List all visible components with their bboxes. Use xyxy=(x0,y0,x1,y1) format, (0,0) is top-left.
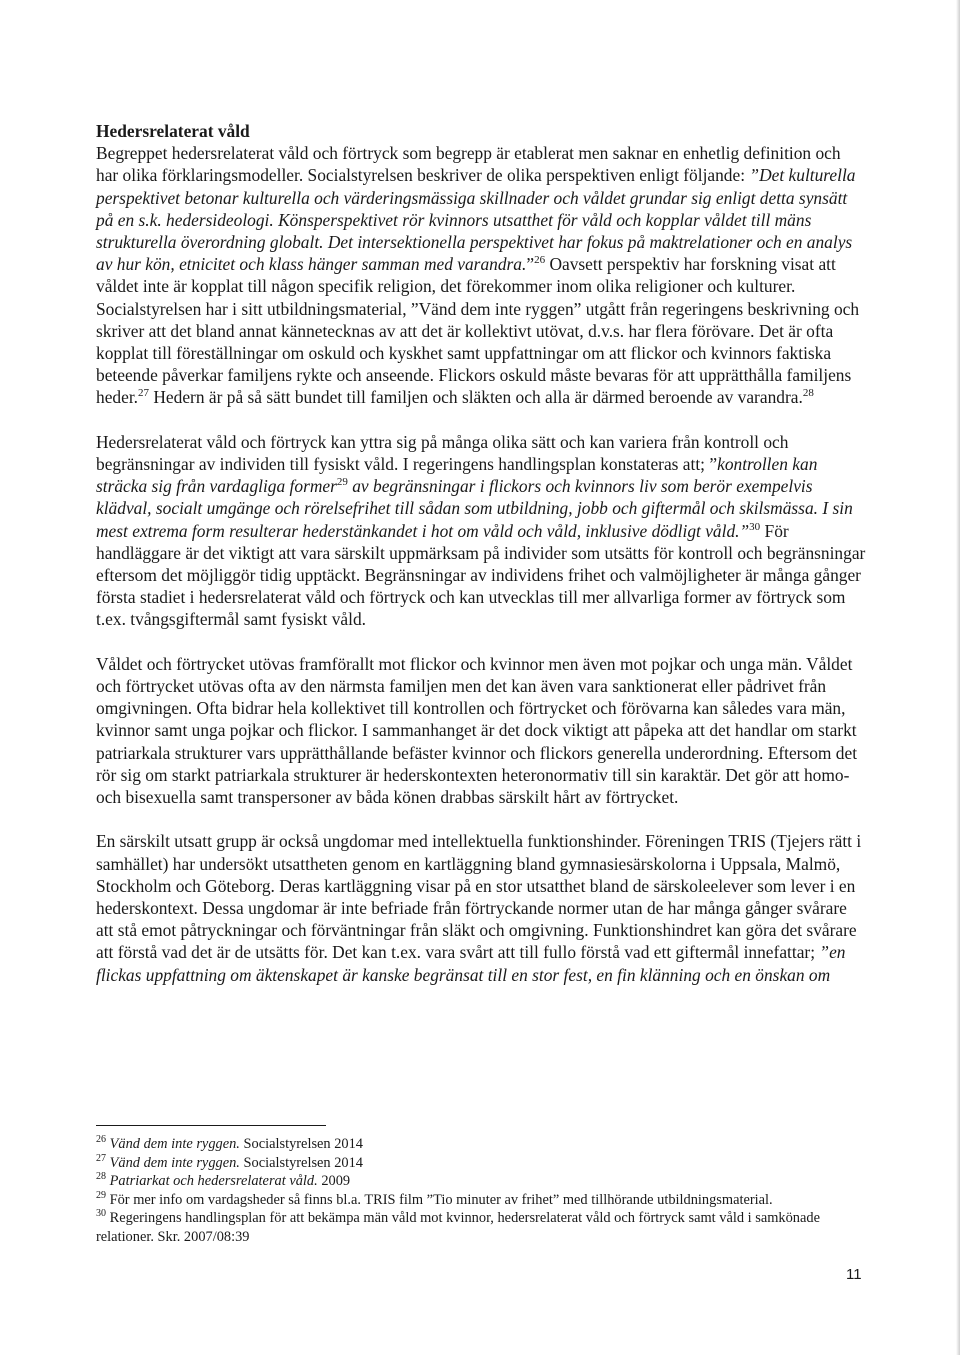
paragraph-4 xyxy=(96,830,866,985)
footnote-30 xyxy=(96,1209,866,1246)
footnote-number: 30 xyxy=(96,1208,106,1220)
footnote-26 xyxy=(96,1135,866,1154)
footnote-divider xyxy=(96,1125,326,1126)
paragraph-1-quote-close: ” xyxy=(526,254,535,275)
footnote-number: 28 xyxy=(96,1171,106,1183)
footnotes xyxy=(96,1125,866,1247)
page-body xyxy=(96,120,866,986)
footnote-27 xyxy=(96,1154,866,1173)
paragraph-4-quote: ”en flickas uppfattning om äktenskapet är kanske begränsat till en stor fest, en fin klänning och en önskan om xyxy=(96,942,846,985)
paragraph-2-quote-1: kontrollen kan sträcka sig från vardagliga former xyxy=(96,454,818,497)
paragraph-4-text-1: En särskilt utsatt grupp är också ungdomar med intellektuella funktionshinder. Föreningen TRIS (Tjejers rätt i samhället) har undersökt utsattheten genom en kartläggning bland gymnasiesärskolorna i Uppsala, Malmö, Stockholm och Göteborg. Deras kartläggning visar på en stor utsatthet bland de särskoleelever som lever i en hederskontext. Dessa ungdomar är inte befriade från förtryckande normer utan de har många gånger svårare att stå emot påtryckningar och förväntningar från släkt och omgivning. Funktionshindret kan göra det svårare att förstå vad det är de utsätts för. Det kan t.ex. vara svårt att till fullo förstå vad ett giftermål innefattar; xyxy=(96,831,862,963)
paragraph-1-quote: ”Det kulturella perspektivet betonar kulturella och värderingsmässiga skillnader och våldet grundar sig enligt detta synsätt på en s.k. hedersideologi. Könsperspektivet rör kvinnors utsatthet för våld och kopplar våldet till mäns strukturella överordning globalt. Det intersektionella perspektivet har fokus på maktrelationer och en analys av hur kön, etnicitet och klass hänger samman med varandra. xyxy=(96,165,856,275)
section-heading: Hedersrelaterat våld xyxy=(96,121,250,141)
paragraph-3: Våldet och förtrycket utövas framförallt mot flickor och kvinnor men även mot pojkar och unga män. Våldet och förtrycket utövas ofta av den närmsta familjen men det kan även vara sanktionerat eller pådrivet från omgivningen. Ofta bidrar hela kollektivet till kontrollen och förtrycket och förövarna kan således vara män, kvinnor samt unga pojkar och flickor. I sammanhanget är det dock viktigt att påpeka att det handlar om starkt patriarkala strukturer vars upprätthållande befäster kvinnor och flickors generella underordning. Eftersom det rör sig om starkt patriarkala strukturer är hederskontexten heteronormativ till sin karaktär. Det gör att homo- och bisexuella samt transpersoner av båda könen drabbas särskilt hårt av förtrycket. xyxy=(96,653,858,808)
footnote-ref-27[interactable]: 27 xyxy=(138,387,150,400)
paragraph-1-text-3: Hedern är på så sätt bundet till familjen och släkten och alla är därmed beroende av varandra. xyxy=(149,387,803,408)
footnote-text: För mer info om vardagsheder så finns bl.a. TRIS film ”Tio minuter av frihet” med tillhörande utbildningsmaterial. xyxy=(109,1191,773,1208)
paragraph-2-text-1: Hedersrelaterat våld och förtryck kan yttra sig på många olika sätt och kan variera från kontroll och begränsningar av individen till fysiskt våld. I regeringens handlingsplan konstateras att; ” xyxy=(96,431,789,475)
footnote-29 xyxy=(96,1191,866,1210)
footnote-text: Regeringens handlingsplan för att bekämpa män våld mot kvinnor, hedersrelaterat våld och förtryck samt våld i samkönade relationer. Skr. 2007/08:39 xyxy=(96,1210,820,1245)
footnote-ref-26[interactable]: 26 xyxy=(534,254,546,267)
footnote-title: Patriarkat och hedersrelaterat våld. xyxy=(109,1173,318,1190)
footnote-text: 2009 xyxy=(317,1173,351,1190)
paragraph-2-quote-2: av begränsningar i flickors och kvinnors liv som berör exempelvis klädval, socialt umgänge och rörelsefrihet till sådan som utbildning, jobb och giftermål och skilsmässa. I sin mest extrema form resulterar hederstänkandet i hot om våld och våld, inklusive dödligt våld.” xyxy=(96,476,853,541)
paragraph-1-text-2: Oavsett perspektiv har forskning visat att våldet inte är kopplat till någon specifik religion, det förekommer inom olika religioner och kulturer. Socialstyrelsen har i sitt utbildningsmaterial, ”Vänd dem inte ryggen” utgått från regeringens beskrivning och skriver att det bland annat kännetecknas av att det är kollektivt utövat, d.v.s. har flera förövare. Det är ofta kopplat till föreställningar om oskuld och kyskhet samt uppfattningar om att flickor och kvinnors faktiska beteende påverkar familjens rykte och anseende. Flickors oskuld måste bevaras för att upprätthålla familjens heder. xyxy=(96,254,860,408)
footnote-number: 26 xyxy=(96,1134,106,1146)
paragraph-2 xyxy=(96,431,866,631)
paragraph-2-text-2: För handläggare är det viktigt att vara särskilt uppmärksam på individer som utsätts för kontroll och begränsningar eftersom det möjliggör tidig upptäckt. Begränsningar av individens frihet och valmöjligheter är många gånger första stadiet i hedersrelaterat våld och förtryck och kan utvecklas till mer allvarliga former av förtryck som t.ex. tvångsgiftermål samt fysiskt våld. xyxy=(96,520,866,630)
paragraph-1 xyxy=(96,142,866,408)
footnote-number: 29 xyxy=(96,1189,106,1201)
footnote-number: 27 xyxy=(96,1152,106,1164)
footnote-text: Socialstyrelsen 2014 xyxy=(239,1136,364,1152)
footnote-title: Vänd dem inte ryggen. xyxy=(109,1154,240,1171)
page-number: 11 xyxy=(846,1266,862,1283)
footnote-ref-28[interactable]: 28 xyxy=(802,387,814,400)
paragraph-1-text-1: Begreppet hedersrelaterat våld och förtryck som begrepp är etablerat men saknar en enhetlig definition och har olika förklaringsmodeller. Socialstyrelsen beskriver de olika perspektiven enligt följande: xyxy=(96,143,841,186)
footnote-title: Vänd dem inte ryggen. xyxy=(109,1136,240,1152)
page-edge-shadow xyxy=(956,0,960,1355)
footnote-28 xyxy=(96,1172,866,1191)
footnote-ref-29[interactable]: 29 xyxy=(336,476,348,489)
footnote-text: Socialstyrelsen 2014 xyxy=(239,1154,364,1171)
footnote-ref-30[interactable]: 30 xyxy=(749,520,761,533)
